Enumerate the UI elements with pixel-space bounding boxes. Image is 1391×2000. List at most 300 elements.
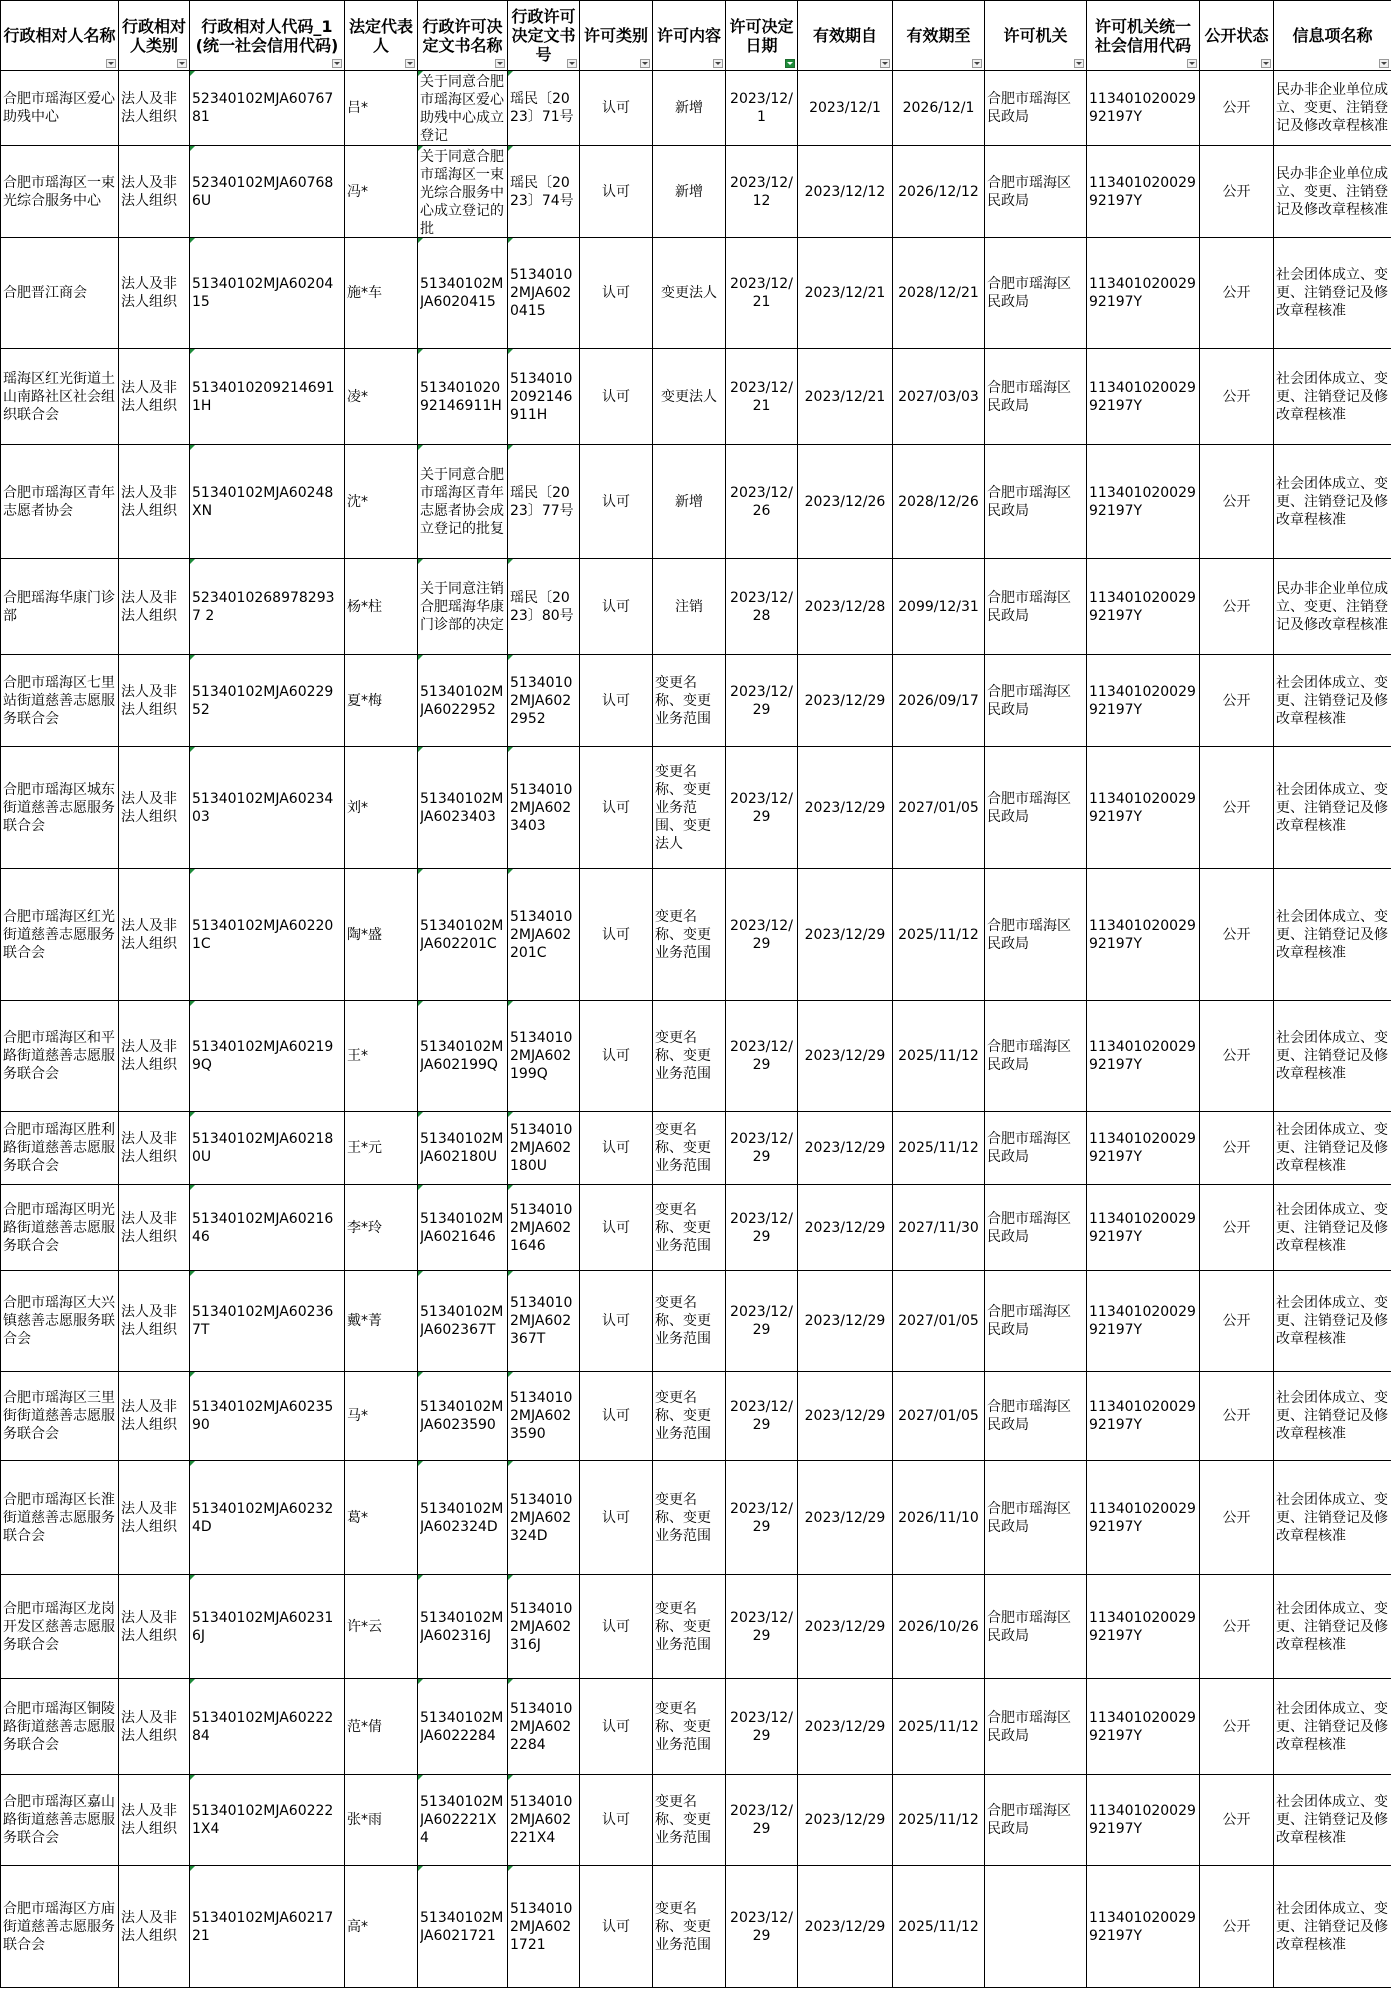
cell-doc-name[interactable] (418, 146, 508, 238)
cell-permit-content[interactable] (653, 747, 726, 869)
cell-category[interactable] (119, 1271, 190, 1372)
cell-authority-code[interactable] (1087, 1112, 1200, 1185)
cell-public-status[interactable] (1200, 445, 1274, 559)
cell-category[interactable] (119, 349, 190, 445)
cell-doc-number[interactable] (508, 559, 580, 655)
cell-decision-date[interactable] (726, 1372, 798, 1461)
cell-valid-from[interactable] (798, 747, 893, 869)
cell-credit-code[interactable] (190, 1271, 345, 1372)
cell-decision-date[interactable] (726, 1185, 798, 1271)
cell-valid-to[interactable] (893, 146, 985, 238)
cell-valid-from[interactable] (798, 146, 893, 238)
cell-permit-content[interactable] (653, 655, 726, 747)
cell-permit-type[interactable] (580, 1185, 653, 1271)
cell-public-status[interactable] (1200, 869, 1274, 1001)
cell-public-status[interactable] (1200, 238, 1274, 349)
cell-valid-from[interactable] (798, 1461, 893, 1575)
cell-name[interactable] (1, 1271, 119, 1372)
filter-dropdown-icon[interactable] (713, 59, 723, 68)
cell-name[interactable] (1, 1775, 119, 1866)
cell-authority-code[interactable] (1087, 1775, 1200, 1866)
cell-valid-from[interactable] (798, 655, 893, 747)
cell-decision-date[interactable] (726, 1271, 798, 1372)
cell-permit-type[interactable] (580, 146, 653, 238)
filter-dropdown-icon[interactable] (1379, 59, 1389, 68)
cell-valid-from[interactable] (798, 1775, 893, 1866)
cell-decision-date[interactable] (726, 349, 798, 445)
cell-doc-number[interactable] (508, 1372, 580, 1461)
cell-authority[interactable] (985, 1372, 1087, 1461)
cell-legal-rep[interactable] (345, 1372, 418, 1461)
cell-category[interactable] (119, 1866, 190, 1988)
cell-credit-code[interactable] (190, 655, 345, 747)
filter-dropdown-icon[interactable] (495, 59, 505, 68)
cell-doc-name[interactable] (418, 1372, 508, 1461)
cell-permit-type[interactable] (580, 1866, 653, 1988)
cell-public-status[interactable] (1200, 655, 1274, 747)
cell-authority[interactable] (985, 1001, 1087, 1112)
cell-legal-rep[interactable] (345, 1001, 418, 1112)
cell-authority-code[interactable] (1087, 238, 1200, 349)
cell-name[interactable] (1, 747, 119, 869)
cell-doc-number[interactable] (508, 1271, 580, 1372)
cell-authority[interactable] (985, 1271, 1087, 1372)
cell-doc-number[interactable] (508, 1775, 580, 1866)
cell-decision-date[interactable] (726, 1866, 798, 1988)
cell-name[interactable] (1, 1461, 119, 1575)
cell-permit-type[interactable] (580, 445, 653, 559)
cell-permit-type[interactable] (580, 71, 653, 146)
cell-credit-code[interactable] (190, 559, 345, 655)
cell-decision-date[interactable] (726, 1679, 798, 1775)
cell-valid-to[interactable] (893, 1185, 985, 1271)
cell-legal-rep[interactable] (345, 445, 418, 559)
cell-credit-code[interactable] (190, 869, 345, 1001)
cell-permit-content[interactable] (653, 1372, 726, 1461)
cell-credit-code[interactable] (190, 1575, 345, 1679)
cell-authority-code[interactable] (1087, 1001, 1200, 1112)
cell-doc-name[interactable] (418, 1775, 508, 1866)
cell-permit-content[interactable] (653, 349, 726, 445)
cell-legal-rep[interactable] (345, 1679, 418, 1775)
cell-authority[interactable] (985, 445, 1087, 559)
cell-legal-rep[interactable] (345, 238, 418, 349)
cell-name[interactable] (1, 349, 119, 445)
cell-decision-date[interactable] (726, 146, 798, 238)
cell-authority-code[interactable] (1087, 1679, 1200, 1775)
cell-permit-type[interactable] (580, 1575, 653, 1679)
cell-category[interactable] (119, 1575, 190, 1679)
cell-permit-content[interactable] (653, 146, 726, 238)
cell-category[interactable] (119, 1372, 190, 1461)
cell-valid-to[interactable] (893, 1271, 985, 1372)
cell-authority[interactable] (985, 1461, 1087, 1575)
cell-valid-to[interactable] (893, 1775, 985, 1866)
cell-category[interactable] (119, 146, 190, 238)
cell-info-item[interactable] (1274, 1271, 1391, 1372)
cell-info-item[interactable] (1274, 559, 1391, 655)
cell-doc-name[interactable] (418, 1271, 508, 1372)
cell-doc-name[interactable] (418, 1001, 508, 1112)
cell-valid-to[interactable] (893, 747, 985, 869)
cell-info-item[interactable] (1274, 1185, 1391, 1271)
cell-credit-code[interactable] (190, 445, 345, 559)
cell-credit-code[interactable] (190, 1112, 345, 1185)
cell-permit-content[interactable] (653, 1461, 726, 1575)
cell-authority[interactable] (985, 1679, 1087, 1775)
cell-authority[interactable] (985, 1575, 1087, 1679)
cell-name[interactable] (1, 559, 119, 655)
cell-legal-rep[interactable] (345, 1185, 418, 1271)
cell-legal-rep[interactable] (345, 1866, 418, 1988)
cell-permit-content[interactable] (653, 71, 726, 146)
cell-authority-code[interactable] (1087, 1575, 1200, 1679)
cell-permit-content[interactable] (653, 1185, 726, 1271)
cell-permit-type[interactable] (580, 1271, 653, 1372)
cell-legal-rep[interactable] (345, 146, 418, 238)
cell-permit-type[interactable] (580, 1372, 653, 1461)
cell-public-status[interactable] (1200, 1575, 1274, 1679)
cell-authority[interactable] (985, 1775, 1087, 1866)
cell-public-status[interactable] (1200, 1866, 1274, 1988)
cell-decision-date[interactable] (726, 869, 798, 1001)
cell-doc-name[interactable] (418, 655, 508, 747)
cell-permit-type[interactable] (580, 238, 653, 349)
filter-dropdown-icon[interactable] (880, 59, 890, 68)
cell-authority-code[interactable] (1087, 747, 1200, 869)
cell-permit-content[interactable] (653, 1775, 726, 1866)
cell-name[interactable] (1, 869, 119, 1001)
cell-permit-type[interactable] (580, 869, 653, 1001)
cell-doc-name[interactable] (418, 445, 508, 559)
cell-valid-to[interactable] (893, 1679, 985, 1775)
cell-permit-content[interactable] (653, 1575, 726, 1679)
cell-info-item[interactable] (1274, 1575, 1391, 1679)
cell-doc-number[interactable] (508, 1575, 580, 1679)
cell-legal-rep[interactable] (345, 1575, 418, 1679)
cell-info-item[interactable] (1274, 1112, 1391, 1185)
cell-name[interactable] (1, 238, 119, 349)
cell-category[interactable] (119, 1112, 190, 1185)
cell-category[interactable] (119, 747, 190, 869)
cell-credit-code[interactable] (190, 238, 345, 349)
cell-decision-date[interactable] (726, 1001, 798, 1112)
cell-name[interactable] (1, 1372, 119, 1461)
cell-valid-from[interactable] (798, 1372, 893, 1461)
cell-credit-code[interactable] (190, 71, 345, 146)
cell-legal-rep[interactable] (345, 869, 418, 1001)
cell-doc-name[interactable] (418, 1575, 508, 1679)
cell-name[interactable] (1, 1112, 119, 1185)
cell-permit-type[interactable] (580, 349, 653, 445)
cell-authority-code[interactable] (1087, 1372, 1200, 1461)
cell-info-item[interactable] (1274, 146, 1391, 238)
cell-valid-to[interactable] (893, 349, 985, 445)
cell-valid-to[interactable] (893, 445, 985, 559)
cell-public-status[interactable] (1200, 1775, 1274, 1866)
cell-authority[interactable] (985, 747, 1087, 869)
cell-permit-type[interactable] (580, 1112, 653, 1185)
cell-public-status[interactable] (1200, 1185, 1274, 1271)
cell-authority[interactable] (985, 71, 1087, 146)
cell-category[interactable] (119, 71, 190, 146)
cell-valid-from[interactable] (798, 1575, 893, 1679)
cell-permit-content[interactable] (653, 445, 726, 559)
cell-authority-code[interactable] (1087, 1185, 1200, 1271)
cell-valid-from[interactable] (798, 71, 893, 146)
cell-valid-to[interactable] (893, 1866, 985, 1988)
cell-decision-date[interactable] (726, 1112, 798, 1185)
cell-doc-number[interactable] (508, 146, 580, 238)
cell-public-status[interactable] (1200, 146, 1274, 238)
cell-doc-number[interactable] (508, 1866, 580, 1988)
cell-authority-code[interactable] (1087, 445, 1200, 559)
cell-category[interactable] (119, 869, 190, 1001)
cell-valid-from[interactable] (798, 1866, 893, 1988)
cell-authority-code[interactable] (1087, 71, 1200, 146)
filter-dropdown-icon[interactable] (1187, 59, 1197, 68)
filter-dropdown-icon[interactable] (1074, 59, 1084, 68)
filter-dropdown-icon[interactable] (567, 59, 577, 68)
cell-legal-rep[interactable] (345, 71, 418, 146)
cell-category[interactable] (119, 1679, 190, 1775)
cell-doc-number[interactable] (508, 869, 580, 1001)
cell-decision-date[interactable] (726, 559, 798, 655)
cell-valid-from[interactable] (798, 349, 893, 445)
cell-permit-type[interactable] (580, 655, 653, 747)
cell-public-status[interactable] (1200, 1112, 1274, 1185)
filter-dropdown-icon[interactable] (106, 59, 116, 68)
cell-public-status[interactable] (1200, 1271, 1274, 1372)
cell-valid-from[interactable] (798, 1271, 893, 1372)
cell-public-status[interactable] (1200, 1679, 1274, 1775)
cell-category[interactable] (119, 1775, 190, 1866)
cell-doc-number[interactable] (508, 655, 580, 747)
cell-decision-date[interactable] (726, 1775, 798, 1866)
cell-info-item[interactable] (1274, 238, 1391, 349)
cell-permit-content[interactable] (653, 869, 726, 1001)
cell-valid-to[interactable] (893, 238, 985, 349)
cell-name[interactable] (1, 1679, 119, 1775)
cell-valid-to[interactable] (893, 71, 985, 146)
cell-info-item[interactable] (1274, 747, 1391, 869)
cell-doc-name[interactable] (418, 238, 508, 349)
cell-permit-content[interactable] (653, 1001, 726, 1112)
cell-valid-from[interactable] (798, 238, 893, 349)
cell-info-item[interactable] (1274, 1679, 1391, 1775)
filter-dropdown-icon[interactable] (177, 59, 187, 68)
cell-public-status[interactable] (1200, 71, 1274, 146)
cell-permit-content[interactable] (653, 1866, 726, 1988)
cell-public-status[interactable] (1200, 1372, 1274, 1461)
cell-credit-code[interactable] (190, 747, 345, 869)
cell-authority[interactable] (985, 238, 1087, 349)
cell-doc-name[interactable] (418, 1185, 508, 1271)
cell-category[interactable] (119, 1185, 190, 1271)
cell-name[interactable] (1, 1866, 119, 1988)
cell-permit-type[interactable] (580, 1775, 653, 1866)
cell-legal-rep[interactable] (345, 1271, 418, 1372)
cell-authority-code[interactable] (1087, 1866, 1200, 1988)
cell-info-item[interactable] (1274, 655, 1391, 747)
cell-legal-rep[interactable] (345, 1112, 418, 1185)
cell-credit-code[interactable] (190, 1185, 345, 1271)
cell-public-status[interactable] (1200, 349, 1274, 445)
cell-valid-to[interactable] (893, 1112, 985, 1185)
cell-info-item[interactable] (1274, 1461, 1391, 1575)
cell-decision-date[interactable] (726, 238, 798, 349)
filter-dropdown-icon[interactable] (972, 59, 982, 68)
cell-valid-from[interactable] (798, 869, 893, 1001)
cell-legal-rep[interactable] (345, 1775, 418, 1866)
cell-permit-content[interactable] (653, 1271, 726, 1372)
cell-authority-code[interactable] (1087, 146, 1200, 238)
cell-authority-code[interactable] (1087, 655, 1200, 747)
cell-valid-to[interactable] (893, 559, 985, 655)
cell-valid-from[interactable] (798, 1185, 893, 1271)
cell-doc-number[interactable] (508, 1112, 580, 1185)
cell-doc-name[interactable] (418, 1679, 508, 1775)
cell-name[interactable] (1, 146, 119, 238)
cell-authority[interactable] (985, 1866, 1087, 1988)
cell-decision-date[interactable] (726, 655, 798, 747)
cell-legal-rep[interactable] (345, 655, 418, 747)
cell-valid-to[interactable] (893, 655, 985, 747)
cell-doc-name[interactable] (418, 1112, 508, 1185)
cell-credit-code[interactable] (190, 1679, 345, 1775)
cell-valid-to[interactable] (893, 1372, 985, 1461)
cell-name[interactable] (1, 1001, 119, 1112)
cell-credit-code[interactable] (190, 1866, 345, 1988)
cell-credit-code[interactable] (190, 1775, 345, 1866)
cell-authority-code[interactable] (1087, 1271, 1200, 1372)
filter-dropdown-icon[interactable] (1261, 59, 1271, 68)
cell-authority[interactable] (985, 559, 1087, 655)
cell-permit-type[interactable] (580, 1001, 653, 1112)
cell-decision-date[interactable] (726, 747, 798, 869)
filter-dropdown-icon[interactable] (640, 59, 650, 68)
cell-decision-date[interactable] (726, 71, 798, 146)
cell-credit-code[interactable] (190, 1461, 345, 1575)
cell-info-item[interactable] (1274, 1001, 1391, 1112)
cell-doc-number[interactable] (508, 1679, 580, 1775)
cell-authority[interactable] (985, 869, 1087, 1001)
cell-name[interactable] (1, 1575, 119, 1679)
cell-info-item[interactable] (1274, 349, 1391, 445)
cell-authority-code[interactable] (1087, 349, 1200, 445)
cell-valid-to[interactable] (893, 1575, 985, 1679)
cell-info-item[interactable] (1274, 1775, 1391, 1866)
cell-permit-type[interactable] (580, 559, 653, 655)
cell-credit-code[interactable] (190, 349, 345, 445)
cell-info-item[interactable] (1274, 1372, 1391, 1461)
cell-authority-code[interactable] (1087, 559, 1200, 655)
cell-legal-rep[interactable] (345, 747, 418, 869)
cell-valid-to[interactable] (893, 1001, 985, 1112)
cell-valid-from[interactable] (798, 559, 893, 655)
cell-category[interactable] (119, 1001, 190, 1112)
cell-info-item[interactable] (1274, 1866, 1391, 1988)
cell-doc-number[interactable] (508, 445, 580, 559)
cell-public-status[interactable] (1200, 747, 1274, 869)
cell-legal-rep[interactable] (345, 349, 418, 445)
cell-name[interactable] (1, 655, 119, 747)
cell-permit-content[interactable] (653, 1679, 726, 1775)
cell-name[interactable] (1, 1185, 119, 1271)
cell-legal-rep[interactable] (345, 1461, 418, 1575)
cell-info-item[interactable] (1274, 869, 1391, 1001)
cell-name[interactable] (1, 71, 119, 146)
cell-permit-content[interactable] (653, 559, 726, 655)
cell-doc-number[interactable] (508, 747, 580, 869)
cell-authority[interactable] (985, 655, 1087, 747)
cell-doc-name[interactable] (418, 869, 508, 1001)
cell-public-status[interactable] (1200, 1461, 1274, 1575)
cell-doc-name[interactable] (418, 349, 508, 445)
cell-valid-from[interactable] (798, 445, 893, 559)
cell-doc-number[interactable] (508, 71, 580, 146)
filter-dropdown-icon[interactable] (332, 59, 342, 68)
cell-authority[interactable] (985, 1112, 1087, 1185)
cell-category[interactable] (119, 559, 190, 655)
cell-credit-code[interactable] (190, 1001, 345, 1112)
cell-decision-date[interactable] (726, 1575, 798, 1679)
cell-legal-rep[interactable] (345, 559, 418, 655)
cell-name[interactable] (1, 445, 119, 559)
cell-permit-type[interactable] (580, 747, 653, 869)
cell-doc-name[interactable] (418, 1866, 508, 1988)
cell-valid-from[interactable] (798, 1679, 893, 1775)
cell-authority[interactable] (985, 349, 1087, 445)
cell-doc-name[interactable] (418, 747, 508, 869)
cell-doc-name[interactable] (418, 1461, 508, 1575)
cell-valid-to[interactable] (893, 869, 985, 1001)
cell-info-item[interactable] (1274, 71, 1391, 146)
cell-authority[interactable] (985, 146, 1087, 238)
cell-decision-date[interactable] (726, 1461, 798, 1575)
cell-credit-code[interactable] (190, 1372, 345, 1461)
cell-public-status[interactable] (1200, 1001, 1274, 1112)
cell-credit-code[interactable] (190, 146, 345, 238)
cell-authority-code[interactable] (1087, 1461, 1200, 1575)
cell-permit-type[interactable] (580, 1679, 653, 1775)
cell-authority-code[interactable] (1087, 869, 1200, 1001)
filter-active-icon[interactable] (785, 59, 795, 68)
cell-info-item[interactable] (1274, 445, 1391, 559)
cell-public-status[interactable] (1200, 559, 1274, 655)
cell-permit-type[interactable] (580, 1461, 653, 1575)
cell-doc-name[interactable] (418, 559, 508, 655)
cell-decision-date[interactable] (726, 445, 798, 559)
cell-doc-number[interactable] (508, 349, 580, 445)
cell-doc-name[interactable] (418, 71, 508, 146)
cell-category[interactable] (119, 445, 190, 559)
cell-valid-from[interactable] (798, 1112, 893, 1185)
cell-doc-number[interactable] (508, 1185, 580, 1271)
cell-authority[interactable] (985, 1185, 1087, 1271)
cell-category[interactable] (119, 1461, 190, 1575)
filter-dropdown-icon[interactable] (405, 59, 415, 68)
cell-permit-content[interactable] (653, 1112, 726, 1185)
cell-category[interactable] (119, 655, 190, 747)
cell-doc-number[interactable] (508, 1001, 580, 1112)
cell-permit-content[interactable] (653, 238, 726, 349)
cell-doc-number[interactable] (508, 238, 580, 349)
cell-category[interactable] (119, 238, 190, 349)
cell-valid-to[interactable] (893, 1461, 985, 1575)
cell-valid-from[interactable] (798, 1001, 893, 1112)
cell-doc-number[interactable] (508, 1461, 580, 1575)
